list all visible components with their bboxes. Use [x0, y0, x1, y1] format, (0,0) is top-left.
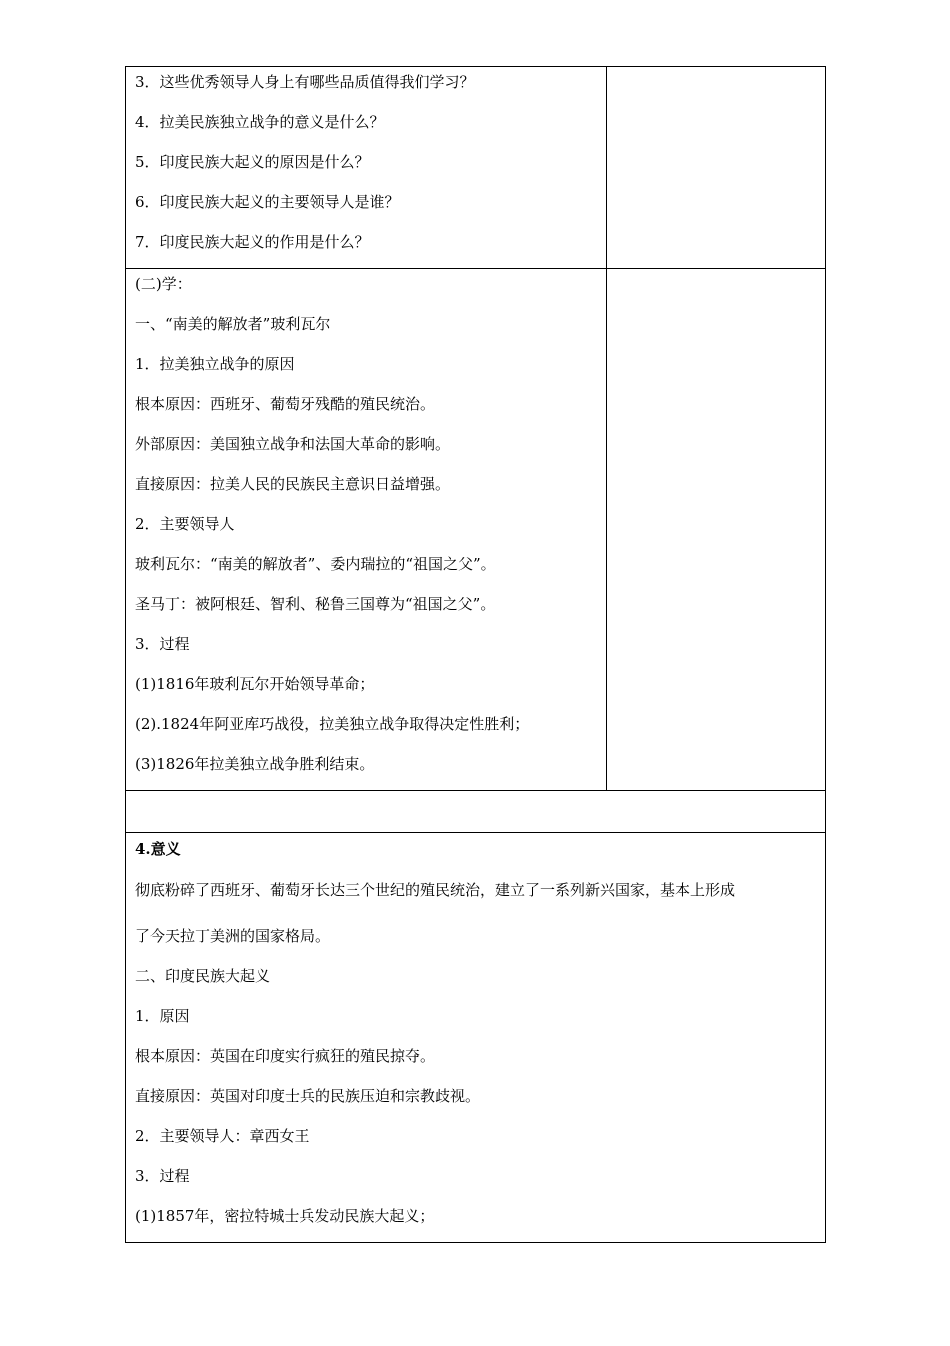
- row-divider-1: [125, 268, 826, 269]
- content-line: 外部原因：美国独立战争和法国大革命的影响。: [135, 435, 451, 453]
- subheading: 1．原因: [135, 1007, 190, 1025]
- subheading: 3．过程: [135, 635, 190, 653]
- content-line: 根本原因：西班牙、葡萄牙残酷的殖民统治。: [135, 395, 436, 413]
- content-line: 彻底粉碎了西班牙、葡萄牙长达三个世纪的殖民统治，建立了一系列新兴国家，基本上形成: [135, 881, 736, 899]
- content-line: 直接原因：英国对印度士兵的民族压迫和宗教歧视。: [135, 1087, 481, 1105]
- content-line: 玻利瓦尔：“南美的解放者”、委内瑞拉的“祖国之父”。: [135, 555, 496, 573]
- question-line: 3．这些优秀领导人身上有哪些品质值得我们学习？: [135, 73, 475, 91]
- content-line: 根本原因：英国在印度实行疯狂的殖民掠夺。: [135, 1047, 436, 1065]
- content-line: 圣马丁：被阿根廷、智利、秘鲁三国尊为“祖国之父”。: [135, 595, 496, 613]
- content-line: (1)1816年玻利瓦尔开始领导革命；: [135, 675, 375, 693]
- content-line: 直接原因：拉美人民的民族民主意识日益增强。: [135, 475, 451, 493]
- section-heading: 二、印度民族大起义: [135, 967, 271, 985]
- subheading: 2．主要领导人：章西女王: [135, 1127, 310, 1145]
- content-line: 了今天拉丁美洲的国家格局。: [135, 927, 331, 945]
- content-line: (1)1857年，密拉特城士兵发动民族大起义；: [135, 1207, 435, 1225]
- content-line: (3)1826年拉美独立战争胜利结束。: [135, 755, 375, 773]
- row-divider-3: [125, 832, 826, 833]
- question-line: 7．印度民族大起义的作用是什么？: [135, 233, 370, 251]
- subheading: 3．过程: [135, 1167, 190, 1185]
- question-line: 5．印度民族大起义的原因是什么？: [135, 153, 370, 171]
- subheading: 1．拉美独立战争的原因: [135, 355, 295, 373]
- subheading: 4.意义: [135, 840, 181, 858]
- section-heading: 一、“南美的解放者”玻利瓦尔: [135, 315, 331, 333]
- content-line: (2).1824年阿亚库巧战役，拉美独立战争取得决定性胜利；: [135, 715, 530, 733]
- question-line: 6．印度民族大起义的主要领导人是谁？: [135, 193, 400, 211]
- question-line: 4．拉美民族独立战争的意义是什么？: [135, 113, 385, 131]
- subheading: 2．主要领导人: [135, 515, 235, 533]
- column-divider: [606, 66, 607, 790]
- section-label: (二)学：: [135, 275, 192, 293]
- row-divider-2: [125, 790, 826, 791]
